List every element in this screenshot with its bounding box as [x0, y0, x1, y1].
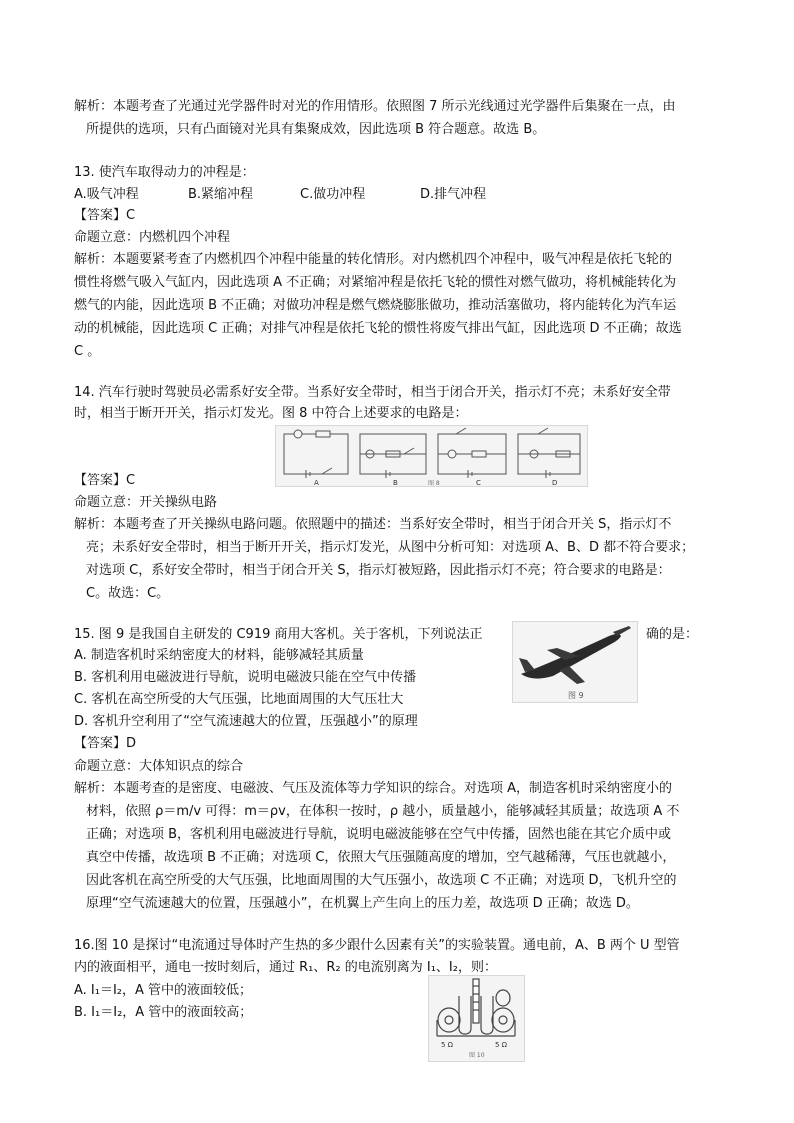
figure-8-circuits: [275, 425, 588, 487]
figure-10-apparatus: [428, 975, 525, 1062]
q14-answer: 【答案】C: [74, 473, 136, 488]
q15-analysis-line-3: 正确；对选项 B，客机利用电磁波进行导航，说明电磁波能够在空气中传播，固然也能在其它介质中或: [86, 827, 672, 842]
q13-intent: 命题立意：内燃机四个冲程: [74, 230, 231, 245]
fig8-label-a: A: [314, 479, 319, 486]
q13-option-a: A.吸气冲程: [74, 187, 139, 202]
q15-stem: 15. 图 9 是我国自主研发的 C919 商用大客机。关于客机，下列说法正: [74, 627, 483, 642]
q14-intent: 命题立意：开关操纵电路: [74, 495, 218, 510]
q14-analysis-line-2: 亮；未系好安全带时，相当于断开开关，指示灯发光，从图中分析可知：对选项 A、B、D 都不符合要求；: [86, 540, 695, 555]
q13-analysis-line-4: 动的机械能，因此选项 C 正确；对排气冲程是依托飞轮的惯性将废气排出气缸，因此选项 D 不正确；故选: [74, 321, 682, 336]
fig10-r1-label: 5 Ω: [441, 1041, 454, 1049]
q13-analysis-line-3: 燃气的内能，因此选项 B 不正确；对做功冲程是燃气燃烧膨胀做功，推动活塞做功，将内能转化为汽车运: [74, 298, 677, 313]
q14-analysis-line-3: 对选项 C，系好安全带时，相当于闭合开关 S，指示灯被短路，因此指示灯不亮；符合要求的电路是：: [86, 563, 671, 578]
q14-analysis-line-1: 解析：本题考查了开关操纵电路问题。依照题中的描述：当系好安全带时，相当于闭合开关 S，指示灯不: [74, 517, 672, 532]
fig10-r2-label: 5 Ω: [495, 1041, 508, 1049]
q16-stem-line-2: 内的液面相平，通电一按时刻后，通过 R₁、R₂ 的电流别离为 I₁、I₂，则：: [74, 960, 497, 975]
airplane-image: [513, 622, 637, 702]
q14-stem-line-1: 14. 汽车行驶时驾驶员必需系好安全带。当系好安全带时，相当于闭合开关，指示灯不亮；未系好安全带: [74, 385, 671, 400]
q15-option-c: C. 客机在高空所受的大气压强，比地面周围的大气压壮大: [74, 692, 404, 707]
q13-answer: 【答案】C: [74, 208, 136, 223]
q13-analysis-line-5: C 。: [74, 344, 101, 359]
fig8-label-c: C: [476, 479, 481, 486]
q13-analysis-line-1: 解析：本题要紧考查了内燃机四个冲程中能量的转化情形。对内燃机四个冲程中，吸气冲程是依托飞轮的: [74, 252, 673, 267]
q15-option-a: A. 制造客机时采纳密度大的材料，能够减轻其质量: [74, 648, 364, 663]
q13-option-c: C.做功冲程: [300, 187, 366, 202]
fig9-caption: 图 9: [568, 691, 584, 700]
q15-intent: 命题立意：大体知识点的综合: [74, 759, 244, 774]
fig8-label-d: D: [552, 479, 558, 486]
fig8-label-b: B: [393, 479, 398, 486]
q15-analysis-line-4: 真空中传播，故选项 B 不正确；对选项 C，依照大气压强随高度的增加，空气越稀薄，气压也就越小，: [86, 850, 676, 865]
q15-answer: 【答案】D: [74, 736, 137, 751]
q13-stem: 13. 使汽车取得动力的冲程是：: [74, 165, 255, 180]
q13-analysis-line-2: 惯性将燃气吸入气缸内，因此选项 A 不正确；对紧缩冲程是依托飞轮的惯性对燃气做功，将机械能转化为: [74, 275, 677, 290]
figure-9-airplane: [512, 621, 638, 703]
q16-stem-line-1: 16.图 10 是探讨“电流通过导体时产生热的多少跟什么因素有关”的实验装置。通电前，A、B 两个 U 型管: [74, 938, 680, 953]
q15-analysis-line-1: 解析：本题考查的是密度、电磁波、气压及流体等力学知识的综合。对选项 A，制造客机时采纳密度小的: [74, 781, 673, 796]
q15-stem-tail: 确的是：: [646, 627, 699, 642]
circuit-diagrams: [276, 426, 587, 486]
q15-analysis-line-6: 原理“空气流速越大的位置，压强越小”，在机翼上产生向上的压力差，故选项 D 正确；故选 D。: [86, 896, 639, 911]
q15-option-d: D. 客机升空利用了“空气流速越大的位置，压强越小”的原理: [74, 714, 418, 729]
q15-analysis-line-2: 材料，依照 ρ＝m/v 可得：m＝ρv，在体积一按时，ρ 越小，质量越小，能够减轻其质量；故选项 A 不: [86, 804, 680, 819]
q14-stem-line-2: 时，相当于断开开关，指示灯发光。图 8 中符合上述要求的电路是：: [74, 406, 468, 421]
q14-analysis-line-4: C。故选：C。: [86, 586, 170, 601]
fig8-caption: 图 8: [428, 480, 440, 486]
q12-analysis-line-2: 所提供的选项，只有凸面镜对光具有集聚成效，因此选项 B 符合题意。故选 B。: [86, 122, 546, 137]
fig10-caption: 图 10: [469, 1052, 485, 1059]
q16-option-b: B. I₁＝I₂，A 管中的液面较高；: [74, 1005, 253, 1020]
q12-analysis-line-1: 解析：本题考查了光通过光学器件时对光的作用情形。依照图 7 所示光线通过光学器件后集聚在一点，由: [74, 99, 676, 114]
q16-option-a: A. I₁＝I₂，A 管中的液面较低；: [74, 983, 253, 998]
q13-option-b: B.紧缩冲程: [188, 187, 254, 202]
u-tube-apparatus: [429, 976, 524, 1061]
q13-option-d: D.排气冲程: [420, 187, 487, 202]
q15-option-b: B. 客机利用电磁波进行导航，说明电磁波只能在空气中传播: [74, 670, 417, 685]
q15-analysis-line-5: 因此客机在高空所受的大气压强，比地面周围的大气压强小，故选项 C 不正确；对选项 D，飞机升空的: [86, 873, 677, 888]
